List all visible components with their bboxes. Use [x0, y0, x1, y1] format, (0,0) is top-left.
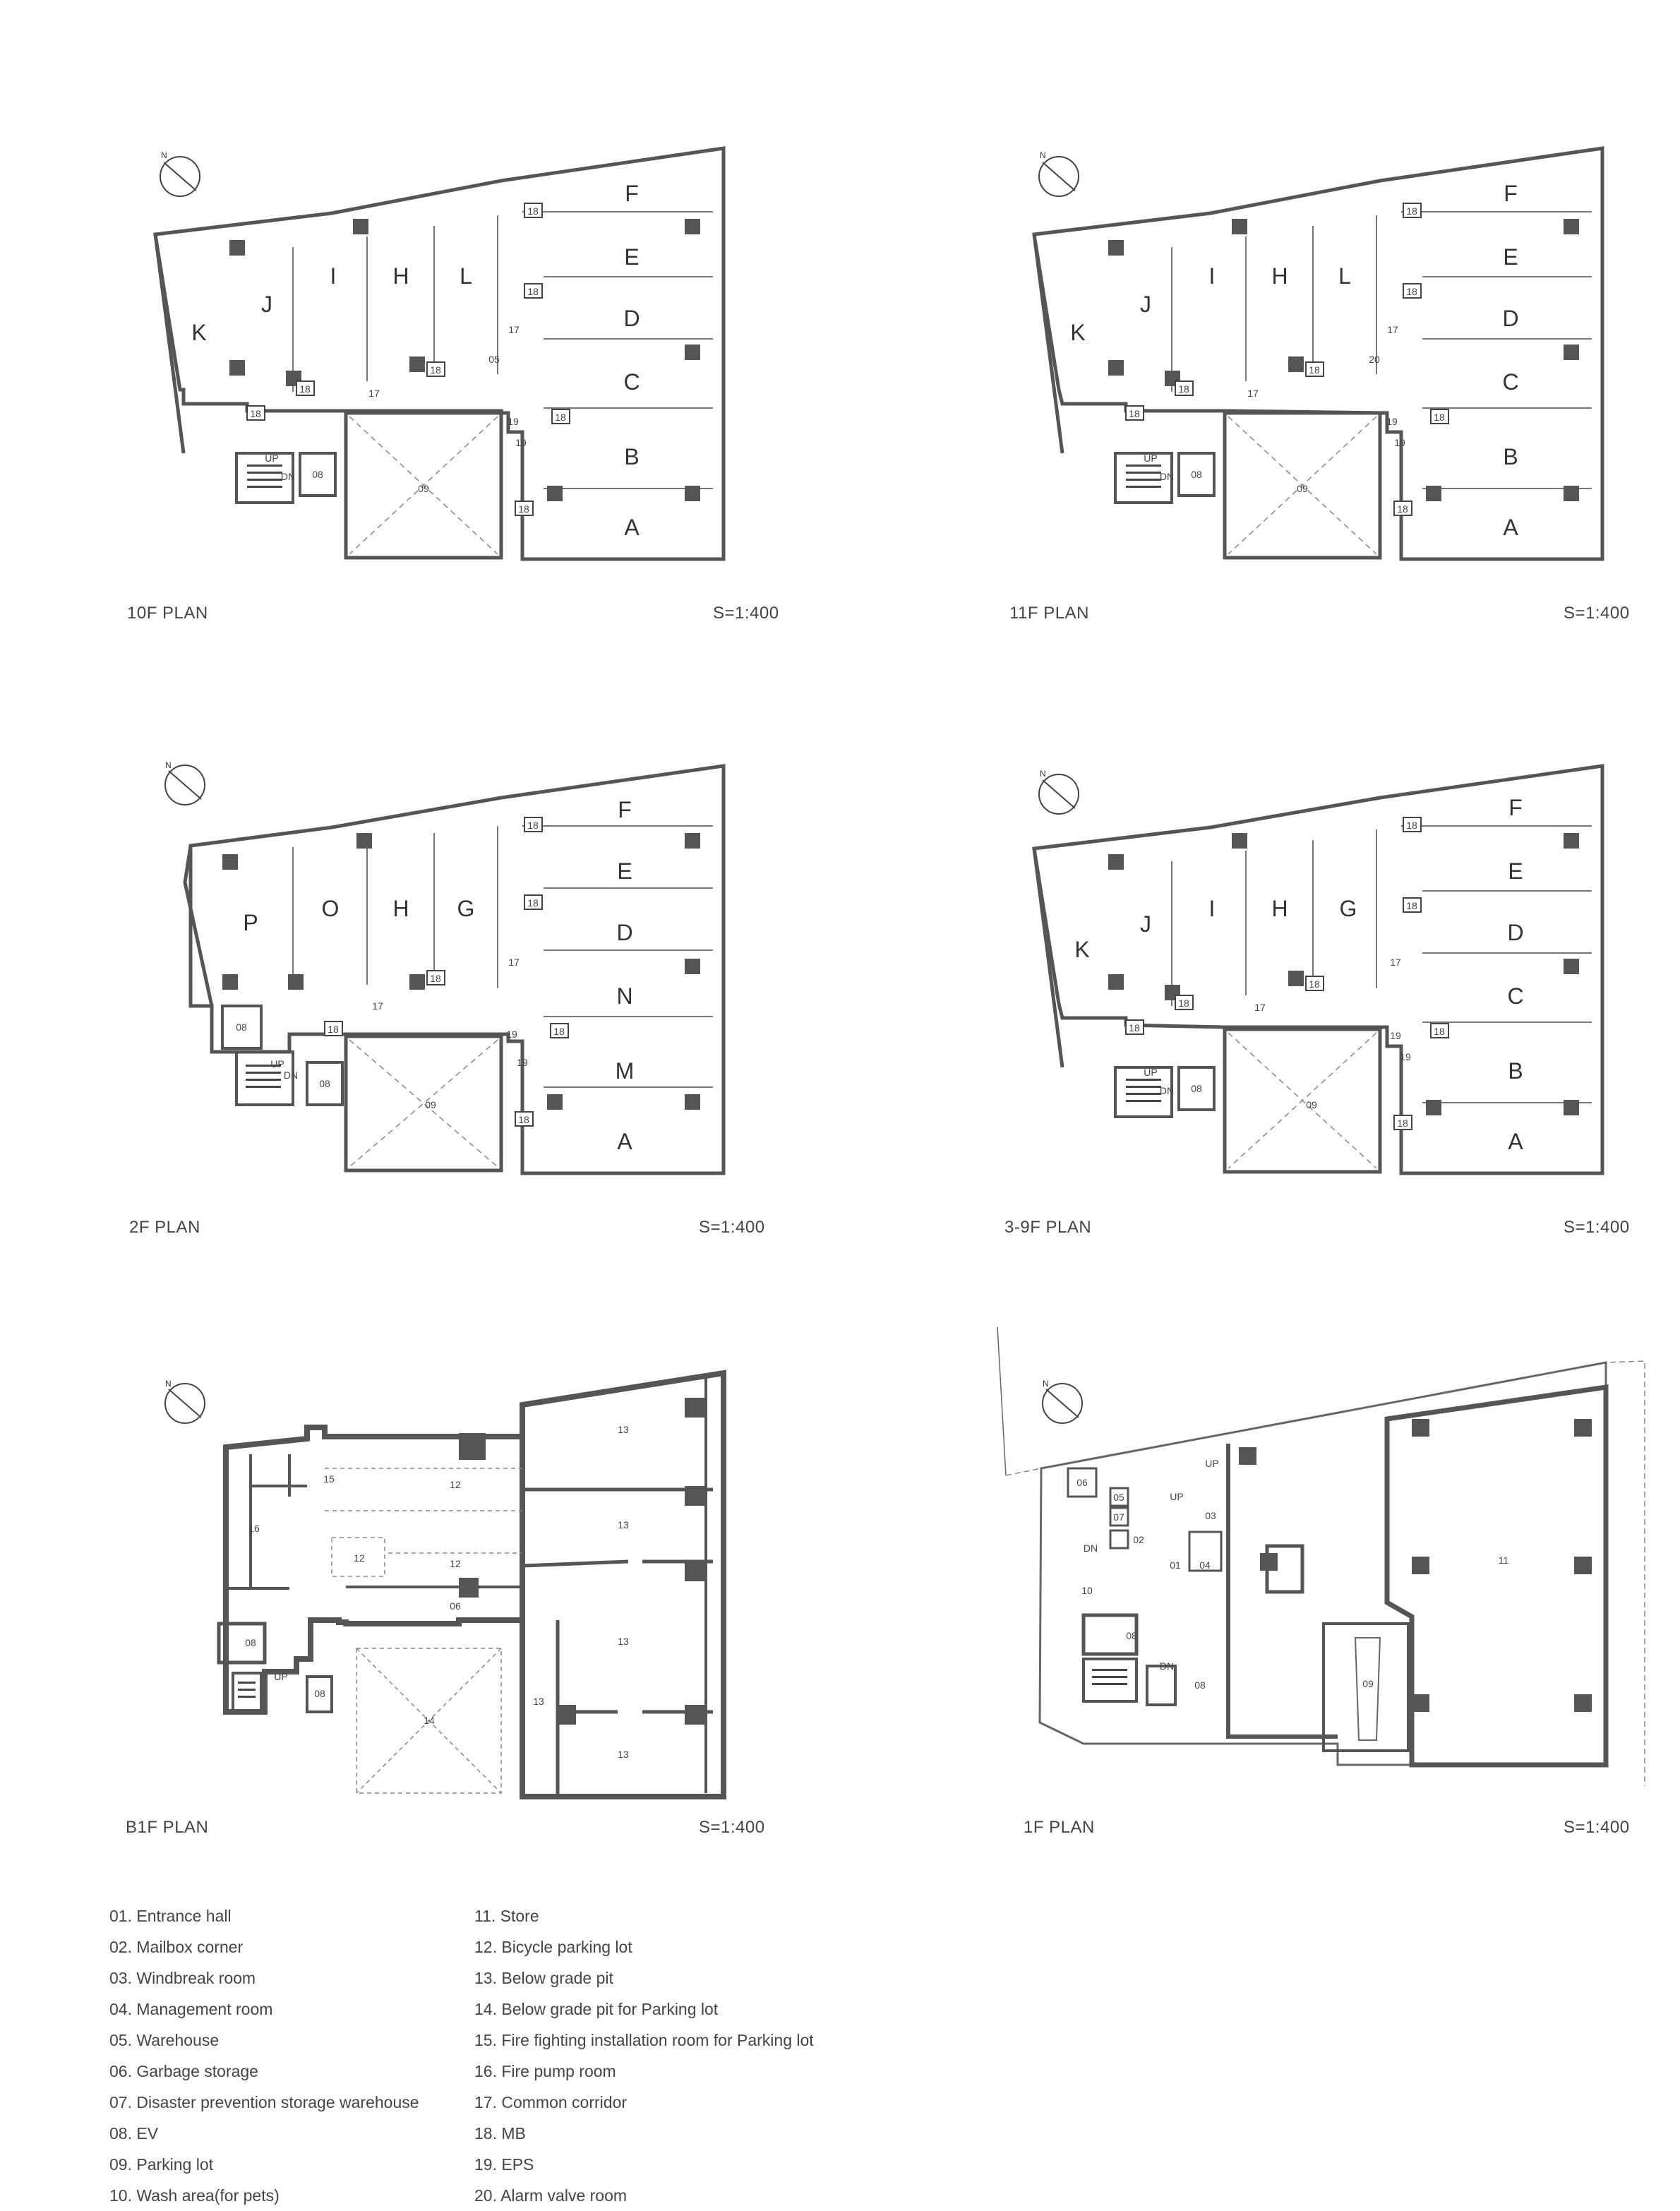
plan-1f-drawing: [985, 1320, 1648, 1842]
plan-2f-drawing: [106, 741, 769, 1193]
plan-title: 10F PLAN: [127, 604, 208, 623]
plan-title: 3-9F PLAN: [1004, 1218, 1092, 1237]
room-label: 12: [450, 1558, 461, 1569]
room-label: 17: [1390, 957, 1401, 968]
room-label: 17: [508, 324, 520, 335]
north-label: N: [165, 760, 172, 770]
room-label: 06: [1076, 1477, 1088, 1488]
room-label: 18: [1397, 1118, 1408, 1129]
room-label: 17: [1387, 324, 1398, 335]
plan-title: 1F PLAN: [1024, 1818, 1095, 1837]
unit-label: D: [1502, 306, 1519, 331]
unit-label: E: [617, 858, 632, 884]
room-label: 06: [450, 1600, 461, 1612]
room-label: 05: [1113, 1492, 1124, 1503]
unit-label: J: [1140, 292, 1151, 317]
unit-label: M: [615, 1058, 635, 1084]
unit-label: D: [1507, 920, 1524, 945]
room-label: UP: [1170, 1491, 1184, 1502]
room-label: 18: [1178, 997, 1189, 1009]
room-label: 18: [553, 1026, 565, 1037]
north-arrow-icon: [160, 150, 200, 196]
legend-item: 01. Entrance hall: [109, 1907, 232, 1925]
room-label: 18: [1406, 820, 1417, 831]
room-label: 18: [299, 383, 311, 395]
room-label: UP: [1144, 1067, 1158, 1078]
unit-label: K: [1070, 320, 1086, 345]
plan-scale: S=1:400: [713, 604, 779, 623]
plan-title: 11F PLAN: [1009, 604, 1089, 623]
unit-label: L: [1338, 263, 1351, 289]
unit-label: H: [392, 263, 409, 289]
north-label: N: [165, 1379, 172, 1389]
legend-item: 15. Fire fighting installation room for Parking lot: [474, 2031, 814, 2049]
unit-label: D: [623, 306, 640, 331]
room-label: 18: [1309, 978, 1320, 990]
legend-item: 14. Below grade pit for Parking lot: [474, 2000, 719, 2018]
unit-label: O: [321, 896, 340, 921]
room-label: 13: [618, 1749, 629, 1760]
north-label: N: [1040, 150, 1046, 160]
room-label: 18: [527, 820, 539, 831]
room-label: DN: [283, 1069, 299, 1081]
room-label: 08: [236, 1021, 247, 1033]
legend-right: [474, 1900, 814, 2211]
room-label: DN: [1083, 1542, 1098, 1554]
room-label: 18: [1434, 412, 1445, 423]
legend-item: 05. Warehouse: [109, 2031, 220, 2049]
north-arrow-icon: [165, 1379, 205, 1423]
unit-label: B: [1503, 444, 1518, 469]
room-label: DN: [280, 471, 296, 482]
legend-item: 02. Mailbox corner: [109, 1938, 244, 1956]
room-label: 12: [450, 1479, 461, 1490]
room-label: 09: [418, 483, 429, 494]
north-arrow-icon: [1043, 1379, 1082, 1423]
room-label: 07: [1113, 1511, 1124, 1523]
unit-label: C: [1507, 983, 1524, 1009]
room-label: 12: [354, 1552, 365, 1564]
room-label: 19: [1386, 416, 1398, 427]
plan-10f: [106, 127, 779, 623]
legend-item: 09. Parking lot: [109, 2155, 214, 2174]
room-label: 08: [314, 1688, 325, 1699]
room-label: 18: [1406, 286, 1417, 297]
plan-title: 2F PLAN: [129, 1218, 200, 1237]
room-label: 20: [1369, 354, 1380, 365]
room-label: 18: [1309, 364, 1320, 376]
legend-item: 11. Store: [474, 1907, 539, 1925]
north-label: N: [1043, 1379, 1049, 1389]
room-label: 18: [555, 412, 566, 423]
room-label: 17: [372, 1000, 383, 1012]
room-label: 09: [1306, 1099, 1317, 1110]
room-label: 08: [1191, 1083, 1202, 1094]
unit-label: I: [1208, 896, 1216, 921]
legend-left: [109, 1900, 419, 2211]
north-arrow-icon: [1039, 769, 1079, 814]
plan-11f-drawing: [985, 127, 1648, 579]
room-label: 18: [518, 503, 529, 515]
legend-item: 06. Garbage storage: [109, 2062, 258, 2080]
plan-2f: [106, 741, 769, 1237]
room-label: 18: [527, 205, 539, 217]
unit-label: P: [243, 910, 258, 935]
room-label: 13: [618, 1424, 629, 1435]
north-label: N: [161, 150, 167, 160]
unit-label: J: [1140, 911, 1151, 937]
plan-1f: [985, 1320, 1648, 1842]
room-label: 18: [250, 408, 261, 419]
legend-item: 13. Below grade pit: [474, 1969, 613, 1987]
unit-label: I: [1208, 263, 1216, 289]
unit-label: A: [617, 1129, 632, 1154]
room-label: 03: [1205, 1510, 1216, 1521]
plan-b1f: [106, 1348, 769, 1842]
room-label: 19: [515, 437, 527, 448]
plan-11f: [985, 127, 1648, 623]
room-label: 08: [245, 1637, 256, 1648]
unit-label: G: [1339, 896, 1357, 921]
plan-b1f-drawing: [106, 1348, 769, 1842]
room-label: 18: [1406, 205, 1417, 217]
unit-label: C: [623, 369, 640, 395]
unit-label: E: [624, 244, 640, 270]
legend-item: 19. EPS: [474, 2155, 534, 2174]
legend-item: 07. Disaster prevention storage warehouse: [109, 2093, 419, 2111]
room-label: 18: [1129, 408, 1140, 419]
room-label: 02: [1133, 1534, 1144, 1545]
room-label: 19: [517, 1057, 528, 1068]
room-label: 17: [1247, 388, 1259, 399]
room-label: 04: [1199, 1559, 1211, 1571]
plan-title: B1F PLAN: [126, 1818, 209, 1837]
unit-label: I: [330, 263, 337, 289]
north-arrow-icon: [165, 760, 205, 805]
unit-label: A: [1508, 1129, 1523, 1154]
room-label: UP: [1205, 1458, 1219, 1469]
unit-label: F: [1504, 181, 1518, 206]
plan-scale: S=1:400: [1564, 1818, 1630, 1837]
unit-label: D: [616, 920, 633, 945]
unit-label: N: [616, 983, 633, 1009]
room-label: 18: [328, 1024, 339, 1035]
room-label: 18: [518, 1114, 529, 1125]
unit-label: H: [1271, 263, 1288, 289]
room-label: DN: [1159, 1660, 1175, 1672]
room-label: UP: [1144, 453, 1158, 464]
unit-label: K: [191, 320, 207, 345]
unit-label: E: [1508, 858, 1523, 884]
plan-scale: S=1:400: [1564, 604, 1630, 623]
legend-item: 16. Fire pump room: [474, 2062, 616, 2080]
room-label: 18: [430, 364, 441, 376]
room-label: 18: [430, 973, 441, 984]
room-label: 17: [508, 957, 520, 968]
unit-label: C: [1502, 369, 1519, 395]
room-label: 19: [1390, 1030, 1401, 1041]
room-label: 13: [618, 1519, 629, 1530]
room-label: DN: [1159, 471, 1175, 482]
room-label: UP: [274, 1671, 288, 1682]
unit-label: L: [460, 263, 472, 289]
legend-item: 04. Management room: [109, 2000, 273, 2018]
room-label: UP: [265, 453, 279, 464]
room-label: 19: [1400, 1051, 1411, 1062]
room-label: 08: [312, 469, 323, 480]
room-label: 08: [1191, 469, 1202, 480]
unit-label: A: [624, 515, 640, 540]
room-label: 08: [1194, 1679, 1206, 1691]
plan-scale: S=1:400: [699, 1218, 765, 1237]
plan-scale: S=1:400: [1564, 1218, 1630, 1237]
room-label: 17: [1254, 1002, 1266, 1013]
room-label: 18: [527, 286, 539, 297]
room-label: 19: [1394, 437, 1405, 448]
room-label: 18: [1434, 1026, 1445, 1037]
legend-item: 17. Common corridor: [474, 2093, 628, 2111]
room-label: 15: [323, 1473, 335, 1485]
legend-item: 03. Windbreak room: [109, 1969, 256, 1987]
legend-item: 20. Alarm valve room: [474, 2186, 628, 2205]
unit-label: K: [1074, 937, 1090, 962]
room-label: 01: [1170, 1559, 1181, 1571]
plan-3-9f-drawing: [985, 741, 1648, 1193]
room-label: 09: [1362, 1678, 1374, 1689]
room-label: 19: [508, 416, 519, 427]
room-label: 08: [319, 1078, 330, 1089]
room-label: 09: [1297, 483, 1308, 494]
north-label: N: [1040, 769, 1046, 779]
room-label: 13: [533, 1696, 544, 1707]
plan-scale: S=1:400: [699, 1818, 765, 1837]
plan-10f-drawing: [106, 127, 769, 579]
room-label: 10: [1081, 1585, 1093, 1596]
legend-item: 10. Wash area(for pets): [109, 2186, 280, 2205]
room-label: 13: [618, 1636, 629, 1647]
unit-label: J: [261, 292, 272, 317]
unit-label: H: [1271, 896, 1288, 921]
room-label: 05: [488, 354, 500, 365]
unit-label: F: [1508, 795, 1523, 820]
room-label: 14: [424, 1715, 435, 1726]
unit-label: E: [1503, 244, 1518, 270]
room-label: 16: [248, 1523, 260, 1534]
room-label: 18: [527, 897, 539, 909]
room-label: 18: [1406, 900, 1417, 911]
legend-item: 08. EV: [109, 2124, 159, 2143]
room-label: 19: [506, 1029, 517, 1040]
legend-item: 18. MB: [474, 2124, 526, 2143]
legend-item: 12. Bicycle parking lot: [474, 1938, 632, 1956]
unit-label: B: [1508, 1058, 1523, 1084]
room-label: 09: [425, 1099, 436, 1110]
plan-3-9f: [985, 741, 1648, 1237]
room-label: 18: [1178, 383, 1189, 395]
room-label: 11: [1498, 1554, 1509, 1566]
unit-label: A: [1503, 515, 1518, 540]
unit-label: F: [625, 181, 639, 206]
room-label: 08: [1126, 1630, 1137, 1641]
unit-label: H: [392, 896, 409, 921]
room-label: 18: [1397, 503, 1408, 515]
unit-label: B: [624, 444, 640, 469]
room-label: 17: [368, 388, 380, 399]
unit-label: G: [457, 896, 475, 921]
room-label: DN: [1159, 1085, 1175, 1096]
room-label: UP: [270, 1058, 284, 1069]
north-arrow-icon: [1039, 150, 1079, 196]
room-label: 18: [1129, 1022, 1140, 1033]
unit-label: F: [618, 797, 632, 822]
